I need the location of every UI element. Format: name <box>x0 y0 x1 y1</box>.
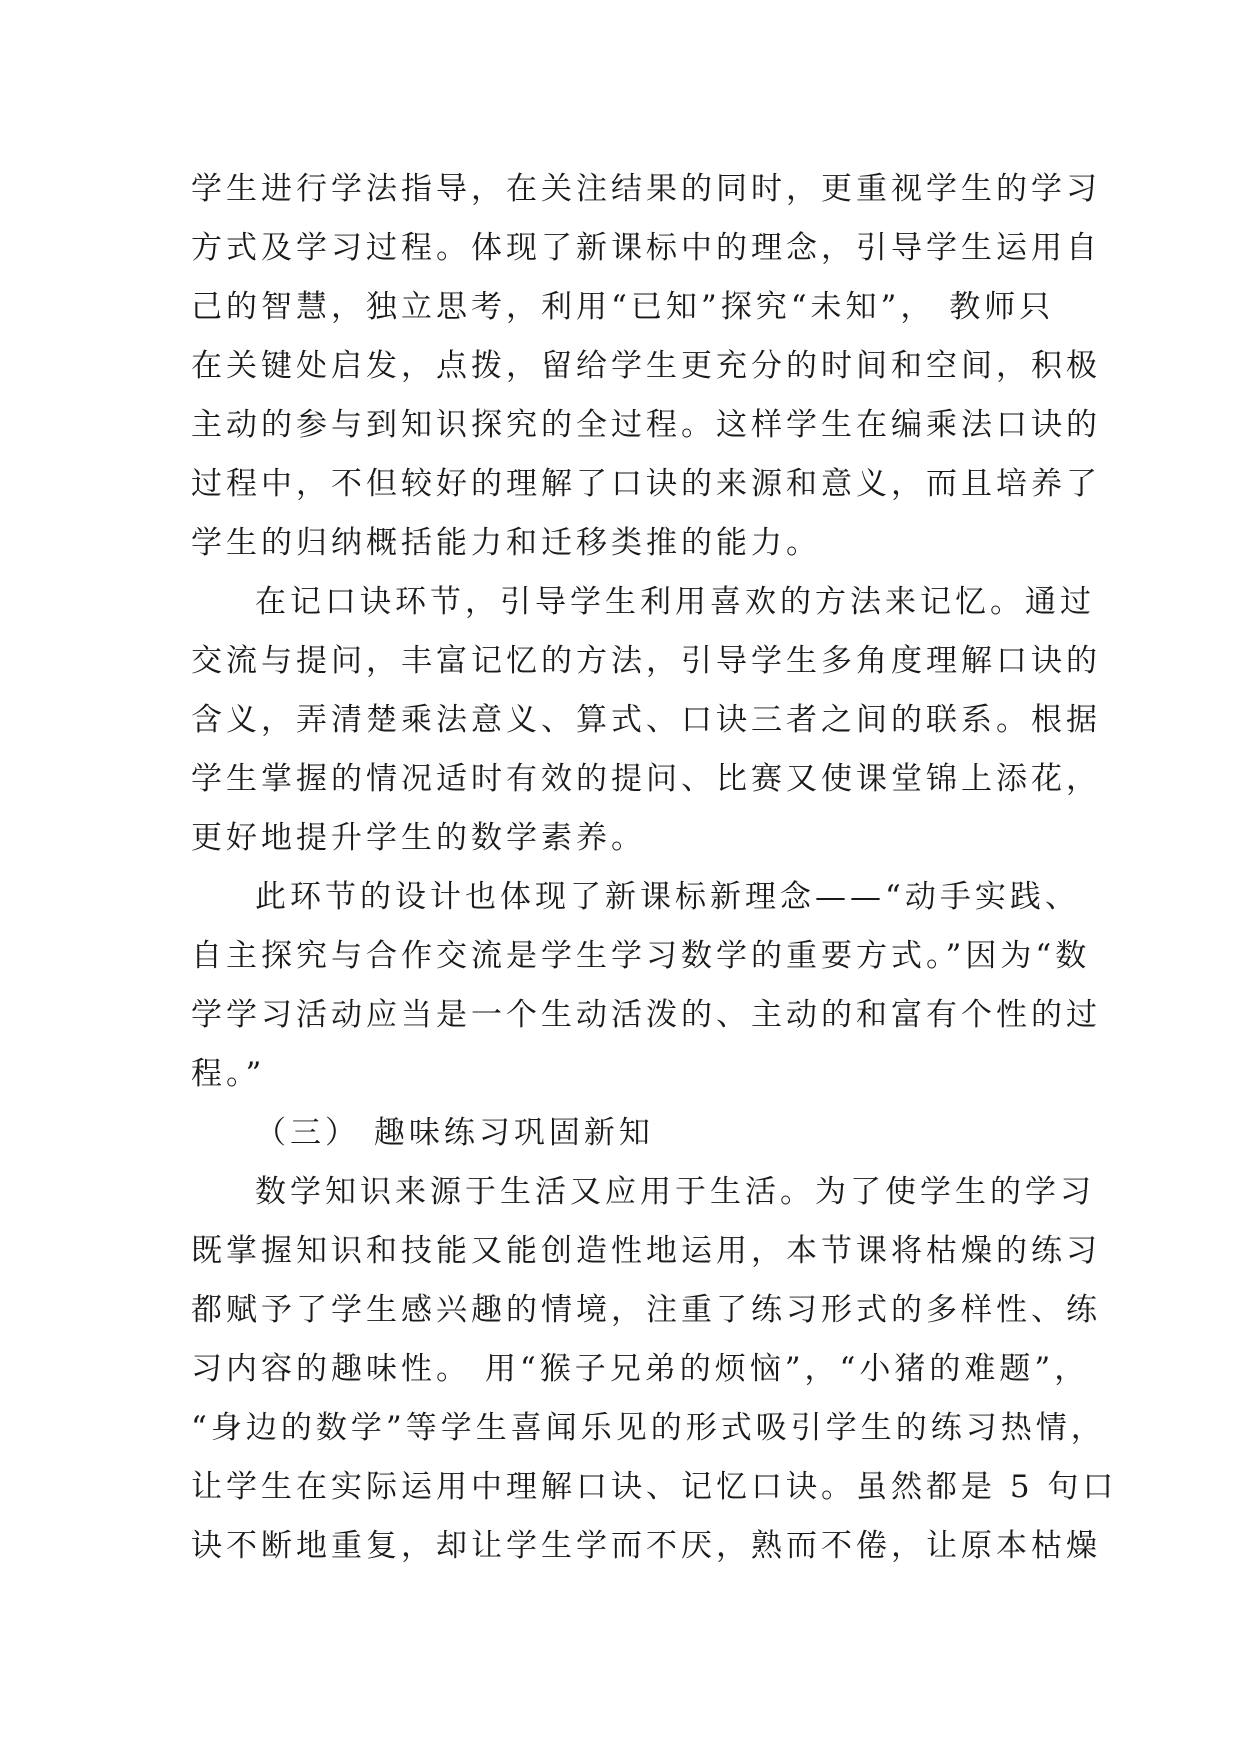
text-line: 学生掌握的情况适时有效的提问、比赛又使课堂锦上添花， <box>191 761 1101 797</box>
text-line: 方式及学习过程。体现了新课标中的理念，引导学生运用自 <box>191 230 1101 266</box>
text-line: “身边的数学”等学生喜闻乐见的形式吸引学生的练习热情， <box>191 1410 1106 1446</box>
text-line: 更好地提升学生的数学素养。 <box>191 820 646 856</box>
text-line: 让学生在实际运用中理解口诀、记忆口诀。虽然都是 5 句口 <box>191 1469 1118 1505</box>
body-text <box>191 160 1118 1576</box>
text-line: 自主探究与合作交流是学生学习数学的重要方式。”因为“数 <box>191 938 1091 974</box>
text-line: 在记口诀环节，引导学生利用喜欢的方法来记忆。通过 <box>255 584 1095 620</box>
text-line: 程。” <box>191 1056 266 1092</box>
text-line: 此环节的设计也体现了新课标新理念——“动手实践、 <box>255 879 1080 915</box>
text-line: 都赋予了学生感兴趣的情境，注重了练习形式的多样性、练 <box>191 1292 1101 1328</box>
text-line: 含义，弄清楚乘法意义、算式、口诀三者之间的联系。根据 <box>191 702 1101 738</box>
text-line: 数学知识来源于生活又应用于生活。为了使学生的学习 <box>255 1174 1095 1210</box>
text-line: 习内容的趣味性。 用“猴子兄弟的烦恼”，“小猪的难题”， <box>191 1351 1090 1387</box>
text-line: 己的智慧，独立思考，利用“已知”探究“未知”， 教师只 <box>191 289 1055 325</box>
text-line: 过程中，不但较好的理解了口诀的来源和意义，而且培养了 <box>191 466 1101 502</box>
text-line: 学生的归纳概括能力和迁移类推的能力。 <box>191 525 821 561</box>
text-line: 主动的参与到知识探究的全过程。这样学生在编乘法口诀的 <box>191 407 1101 443</box>
text-line: 学学习活动应当是一个生动活泼的、主动的和富有个性的过 <box>191 997 1101 1033</box>
text-line: 诀不断地重复，却让学生学而不厌，熟而不倦，让原本枯燥 <box>191 1528 1101 1564</box>
text-line: 在关键处启发，点拨，留给学生更充分的时间和空间，积极 <box>191 348 1101 384</box>
text-line: 交流与提问，丰富记忆的方法，引导学生多角度理解口诀的 <box>191 643 1101 679</box>
text-line: 既掌握知识和技能又能创造性地运用，本节课将枯燥的练习 <box>191 1233 1101 1269</box>
text-line: 学生进行学法指导，在关注结果的同时，更重视学生的学习 <box>191 171 1101 207</box>
text-line: （三） 趣味练习巩固新知 <box>255 1115 654 1151</box>
